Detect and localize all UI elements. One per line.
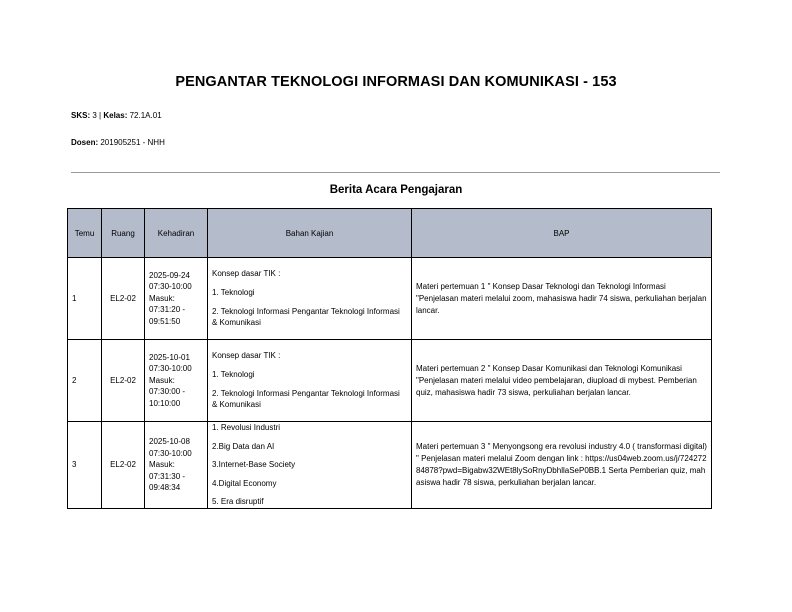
section-title: Berita Acara Pengajaran (329, 184, 463, 196)
cell-ruang: EL2-02 (102, 258, 145, 340)
header-bahan-kajian: Bahan Kajian (208, 209, 412, 258)
sks-value: 3 (92, 111, 97, 120)
kehadiran-date: 2025-10-01 (149, 352, 190, 362)
bahan-line: 2. Teknologi Informasi Pengantar Teknologi Informasi & Komunikasi (212, 306, 400, 328)
dosen-line (71, 138, 165, 147)
kehadiran-end: 09:51:50 (149, 316, 181, 326)
bap-text: Materi pertemuan 3 " Menyongsong era revolusi industry 4.0 ( transformasi digital) " Penjelasan materi melalui Zoom dengan link : https://us04web.zoom.us/j/72427284878?pwd=Bigabw32WEt8lySoRnyDbhllaSeP0BB.1 Serta Pemberian quiz, mahasiswa hadir 78 siswa, perkuliahan berjalan lancar. (416, 441, 707, 487)
separator: | (99, 111, 102, 120)
cell-temu: 2 (68, 340, 102, 422)
bahan-line: 1. Teknologi (212, 369, 255, 379)
table-row (68, 340, 712, 422)
cell-bap (412, 258, 712, 340)
bahan-line: 3.Internet-Base Society (212, 460, 296, 470)
kehadiran-masuk-label: Masuk: (149, 293, 175, 303)
cell-temu: 3 (68, 422, 102, 509)
kehadiran-start: 07:31:20 - (149, 305, 186, 315)
cell-bahan-kajian (208, 258, 412, 340)
bahan-line: 4.Digital Economy (212, 478, 277, 488)
header-temu: Temu (68, 209, 102, 258)
cell-ruang: EL2-02 (102, 422, 145, 509)
kehadiran-masuk-label: Masuk: (149, 375, 175, 385)
kehadiran-end: 10:10:00 (149, 398, 181, 408)
cell-bap (412, 340, 712, 422)
kehadiran-masuk-label: Masuk: (149, 460, 175, 470)
header-ruang: Ruang (102, 209, 145, 258)
header-bap: BAP (412, 209, 712, 258)
kehadiran-start: 07:31:30 - (149, 471, 186, 481)
cell-bahan-kajian (208, 422, 412, 509)
cell-ruang: EL2-02 (102, 340, 145, 422)
kelas-label: Kelas: (103, 111, 128, 120)
cell-kehadiran (145, 340, 208, 422)
document-title: PENGANTAR TEKNOLOGI INFORMASI DAN KOMUNIKASI - 153 (175, 74, 617, 90)
bahan-line: 1. Teknologi (212, 287, 255, 297)
bahan-line: 2.Big Data dan AI (212, 441, 275, 451)
kelas-value: 72.1A.01 (129, 111, 162, 120)
cell-kehadiran (145, 422, 208, 509)
cell-bahan-kajian (208, 340, 412, 422)
bap-text: Materi pertemuan 2 " Konsep Dasar Komunikasi dan Teknologi Komunikasi "Penjelasan materi melalui video pembelajaran, diupload di mybest. Pemberian quiz, mahasiswa hadir 73 siswa, perkuliahan berjalan lancar. (416, 363, 697, 397)
bahan-line: 2. Teknologi Informasi Pengantar Teknologi Informasi & Komunikasi (212, 388, 400, 410)
bap-table (67, 208, 712, 509)
sks-kelas-line (71, 111, 162, 120)
bahan-line: Konsep dasar TIK : (212, 269, 281, 279)
cell-bap (412, 422, 712, 509)
kehadiran-date: 2025-10-08 (149, 437, 190, 446)
cell-kehadiran (145, 258, 208, 340)
bahan-line: 1. Revolusi Industri (212, 423, 281, 432)
kehadiran-schedule: 07:30-10:00 (149, 448, 192, 458)
table-row (68, 422, 712, 509)
divider (71, 172, 720, 173)
kehadiran-date: 2025-09-24 (149, 270, 190, 280)
table-row (68, 258, 712, 340)
bahan-line: 5. Era disruptif (212, 497, 264, 507)
kehadiran-schedule: 07:30-10:00 (149, 282, 192, 292)
sks-label: SKS: (71, 111, 91, 120)
kehadiran-schedule: 07:30-10:00 (149, 364, 192, 374)
kehadiran-start: 07:30:00 - (149, 387, 186, 397)
kehadiran-end: 09:48:34 (149, 483, 181, 493)
bap-text: Materi pertemuan 1 " Konsep Dasar Teknologi dan Teknologi Informasi "Penjelasan materi melalui zoom, mahasiswa hadir 74 siswa, perkuliahan berjalan lancar. (416, 281, 707, 315)
header-kehadiran: Kehadiran (145, 209, 208, 258)
dosen-value: 201905251 - NHH (100, 138, 165, 147)
table-header-row (68, 209, 712, 258)
dosen-label: Dosen: (71, 138, 99, 147)
bahan-line: Konsep dasar TIK : (212, 351, 281, 361)
cell-temu: 1 (68, 258, 102, 340)
